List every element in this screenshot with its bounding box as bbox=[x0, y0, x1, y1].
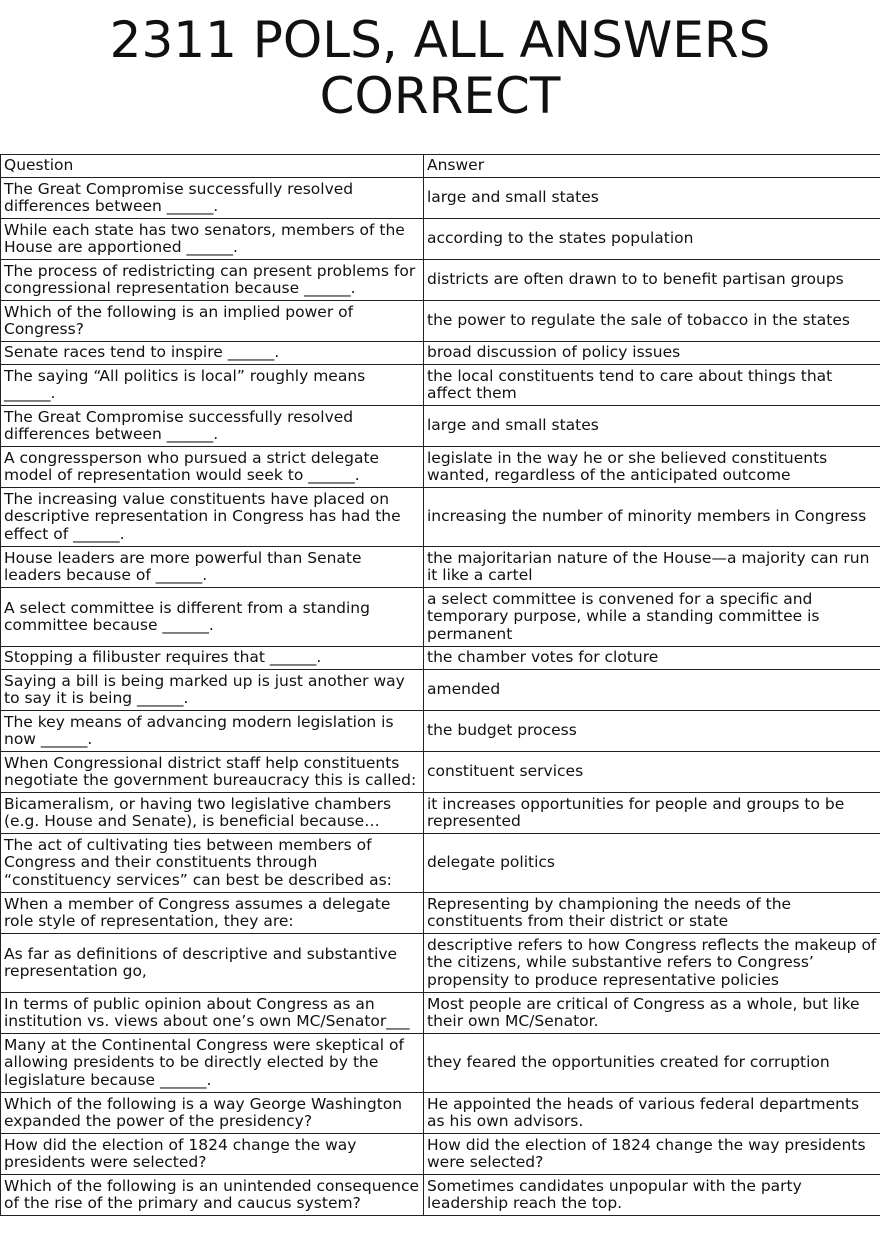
question-cell: Stopping a filibuster requires that ______. bbox=[1, 647, 424, 670]
answer-cell: legislate in the way he or she believed constituents wanted, regardless of the anticipated outcome bbox=[424, 447, 880, 488]
answer-cell: the chamber votes for cloture bbox=[424, 647, 880, 670]
table-row bbox=[1, 647, 880, 670]
answer-cell: delegate politics bbox=[424, 834, 880, 893]
table-row bbox=[1, 447, 880, 488]
table-row bbox=[1, 365, 880, 406]
answer-cell: a select committee is convened for a specific and temporary purpose, while a standing committee is permanent bbox=[424, 588, 880, 647]
answer-cell: Sometimes candidates unpopular with the party leadership reach the top. bbox=[424, 1175, 880, 1216]
table-row bbox=[1, 711, 880, 752]
answer-cell: Representing by championing the needs of the constituents from their district or state bbox=[424, 893, 880, 934]
table-row bbox=[1, 1034, 880, 1093]
question-cell: The process of redistricting can present problems for congressional representation because ______. bbox=[1, 260, 424, 301]
answer-cell: large and small states bbox=[424, 178, 880, 219]
table-row bbox=[1, 752, 880, 793]
table-row bbox=[1, 406, 880, 447]
question-cell: A congressperson who pursued a strict delegate model of representation would seek to ______. bbox=[1, 447, 424, 488]
question-cell: Which of the following is an unintended consequence of the rise of the primary and caucus system? bbox=[1, 1175, 424, 1216]
table-row bbox=[1, 488, 880, 547]
table-row bbox=[1, 342, 880, 365]
table-row bbox=[1, 178, 880, 219]
answer-cell: amended bbox=[424, 670, 880, 711]
answer-cell: according to the states population bbox=[424, 219, 880, 260]
page-title: 2311 POLS, ALL ANSWERS CORRECT bbox=[109, 11, 771, 125]
table-row bbox=[1, 893, 880, 934]
answer-cell: constituent services bbox=[424, 752, 880, 793]
question-cell: The saying “All politics is local” roughly means ______. bbox=[1, 365, 424, 406]
question-cell: Many at the Continental Congress were skeptical of allowing presidents to be directly elected by the legislature because ______. bbox=[1, 1034, 424, 1093]
table-row bbox=[1, 301, 880, 342]
table-row bbox=[1, 1134, 880, 1175]
table-row bbox=[1, 1175, 880, 1216]
question-cell: The act of cultivating ties between members of Congress and their constituents through “constituency services” can best be described as: bbox=[1, 834, 424, 893]
question-cell: The Great Compromise successfully resolved differences between ______. bbox=[1, 406, 424, 447]
question-cell: Bicameralism, or having two legislative chambers (e.g. House and Senate), is beneficial because… bbox=[1, 793, 424, 834]
table-row bbox=[1, 934, 880, 993]
table-row bbox=[1, 219, 880, 260]
answer-cell: broad discussion of policy issues bbox=[424, 342, 880, 365]
question-cell: While each state has two senators, members of the House are apportioned ______. bbox=[1, 219, 424, 260]
table-row bbox=[1, 1093, 880, 1134]
answer-cell: Most people are critical of Congress as a whole, but like their own MC/Senator. bbox=[424, 993, 880, 1034]
answer-cell: How did the election of 1824 change the way presidents were selected? bbox=[424, 1134, 880, 1175]
table-row bbox=[1, 834, 880, 893]
answer-cell: the local constituents tend to care about things that affect them bbox=[424, 365, 880, 406]
answer-cell: descriptive refers to how Congress reflects the makeup of the citizens, while substantive refers to Congress’ propensity to produce representative policies bbox=[424, 934, 880, 993]
question-cell: When Congressional district staff help constituents negotiate the government bureaucracy this is called: bbox=[1, 752, 424, 793]
question-cell: When a member of Congress assumes a delegate role style of representation, they are: bbox=[1, 893, 424, 934]
header-question: Question bbox=[1, 155, 424, 178]
question-cell: The Great Compromise successfully resolved differences between ______. bbox=[1, 178, 424, 219]
question-cell: Senate races tend to inspire ______. bbox=[1, 342, 424, 365]
table-row bbox=[1, 993, 880, 1034]
answer-cell: large and small states bbox=[424, 406, 880, 447]
answer-cell: the power to regulate the sale of tobacco in the states bbox=[424, 301, 880, 342]
question-cell: A select committee is different from a standing committee because ______. bbox=[1, 588, 424, 647]
answer-cell: increasing the number of minority members in Congress bbox=[424, 488, 880, 547]
qa-table bbox=[0, 154, 880, 1216]
question-cell: The increasing value constituents have placed on descriptive representation in Congress has had the effect of ______. bbox=[1, 488, 424, 547]
header-answer: Answer bbox=[424, 155, 880, 178]
question-cell: House leaders are more powerful than Senate leaders because of ______. bbox=[1, 547, 424, 588]
question-cell: Which of the following is a way George Washington expanded the power of the presidency? bbox=[1, 1093, 424, 1134]
answer-cell: He appointed the heads of various federal departments as his own advisors. bbox=[424, 1093, 880, 1134]
question-cell: As far as definitions of descriptive and substantive representation go, bbox=[1, 934, 424, 993]
question-cell: The key means of advancing modern legislation is now ______. bbox=[1, 711, 424, 752]
answer-cell: it increases opportunities for people and groups to be represented bbox=[424, 793, 880, 834]
question-cell: Saying a bill is being marked up is just another way to say it is being ______. bbox=[1, 670, 424, 711]
table-row bbox=[1, 547, 880, 588]
question-cell: How did the election of 1824 change the way presidents were selected? bbox=[1, 1134, 424, 1175]
question-cell: Which of the following is an implied power of Congress? bbox=[1, 301, 424, 342]
table-row bbox=[1, 260, 880, 301]
question-cell: In terms of public opinion about Congress as an institution vs. views about one’s own MC/Senator___ bbox=[1, 993, 424, 1034]
answer-cell: the majoritarian nature of the House—a majority can run it like a cartel bbox=[424, 547, 880, 588]
table-row bbox=[1, 588, 880, 647]
answer-cell: they feared the opportunities created for corruption bbox=[424, 1034, 880, 1093]
table-row bbox=[1, 793, 880, 834]
answer-cell: the budget process bbox=[424, 711, 880, 752]
table-row bbox=[1, 670, 880, 711]
table-header-row bbox=[1, 155, 880, 178]
answer-cell: districts are often drawn to to benefit partisan groups bbox=[424, 260, 880, 301]
